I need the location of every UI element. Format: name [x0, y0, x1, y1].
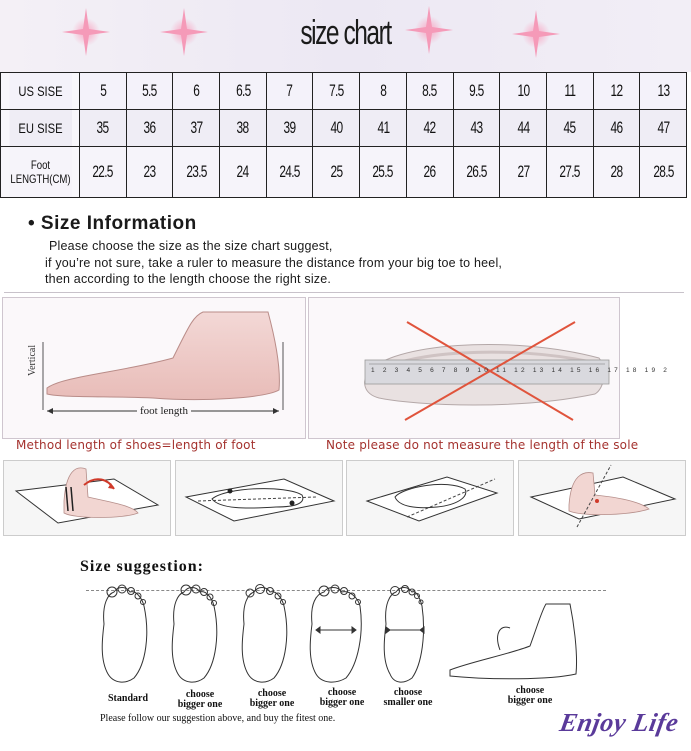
table-cell: 25	[313, 146, 360, 197]
table-cell: 43	[453, 109, 500, 146]
table-cell: 10	[500, 73, 547, 110]
table-cell: 26	[406, 146, 453, 197]
trace-step-illustration	[176, 461, 342, 535]
table-row-eu	[1, 109, 687, 146]
suggestion-label: choose smaller one	[383, 687, 433, 708]
table-cell: 13	[640, 73, 687, 110]
table-cell: 47	[640, 109, 687, 146]
vertical-label: Vertical	[27, 344, 38, 376]
table-cell: 8.5	[406, 73, 453, 110]
table-cell: 42	[406, 109, 453, 146]
size-info-heading: • Size Information	[28, 213, 197, 234]
step-panel	[175, 460, 343, 536]
foot-side-illustration	[3, 298, 305, 438]
table-cell: 22.5	[80, 146, 127, 197]
table-cell: 7	[266, 73, 313, 110]
ruler-numbers: 1 2 3 4 5 6 7 8 9 10 11 12 13 14 15 16 17 18 19 2	[371, 367, 671, 374]
step-panel	[346, 460, 514, 536]
foot-measure-panel	[2, 297, 306, 439]
ruler-step-illustration	[519, 461, 685, 535]
suggestion-label: choose bigger one	[507, 685, 553, 706]
table-cell: 27	[500, 146, 547, 197]
table-cell: 35	[80, 109, 127, 146]
table-cell: 25.5	[360, 146, 407, 197]
step-panel	[518, 460, 686, 536]
info-text-line: if you’re not sure, take a ruler to measure the distance from your big toe to heel,	[45, 256, 503, 270]
table-cell: 44	[500, 109, 547, 146]
table-cell: 41	[360, 109, 407, 146]
table-cell: 8	[360, 73, 407, 110]
table-cell: 6.5	[220, 73, 267, 110]
foot-shapes-illustration	[90, 584, 610, 684]
divider	[4, 292, 684, 293]
info-text-line: Please choose the size as the size chart suggest,	[49, 239, 333, 253]
suggestion-title: Size suggestion:	[80, 558, 204, 575]
header-band	[0, 0, 691, 72]
table-cell: 24.5	[266, 146, 313, 197]
sole-warning-caption: Note please do not measure the length of the sole	[326, 438, 639, 452]
suggestion-label: Standard	[107, 693, 148, 704]
table-row-us	[1, 73, 687, 110]
table-cell: 5.5	[126, 73, 173, 110]
table-cell: 9.5	[453, 73, 500, 110]
suggestion-label: choose bigger one	[319, 687, 365, 708]
page-title: size chart	[300, 14, 391, 52]
table-cell: 28.5	[640, 146, 687, 197]
table-cell: 12	[593, 73, 640, 110]
table-cell: 5	[80, 73, 127, 110]
table-cell: 46	[593, 109, 640, 146]
table-cell: 40	[313, 109, 360, 146]
info-text-line: then according to the length choose the right size.	[45, 272, 332, 286]
table-cell: 24	[220, 146, 267, 197]
row-header: Foot LENGTH(CM)	[8, 146, 71, 197]
foot-length-label: foot length	[137, 405, 191, 417]
table-cell: 6	[173, 73, 220, 110]
sole-panel	[308, 297, 671, 439]
row-header: EU SISE	[8, 109, 71, 146]
suggestion-note: Please follow our suggestion above, and buy the fitest one.	[100, 713, 336, 724]
table-cell: 11	[546, 73, 593, 110]
table-row-length	[1, 146, 687, 197]
table-cell: 7.5	[313, 73, 360, 110]
measure-step-illustration	[4, 461, 170, 535]
table-cell: 23.5	[173, 146, 220, 197]
table-cell: 45	[546, 109, 593, 146]
step-panel	[3, 460, 171, 536]
table-cell: 37	[173, 109, 220, 146]
suggestion-label: choose bigger one	[249, 688, 295, 709]
mark-step-illustration	[347, 461, 513, 535]
table-cell: 28	[593, 146, 640, 197]
table-cell: 39	[266, 109, 313, 146]
brand-logo: Enjoy Life	[557, 708, 682, 737]
table-cell: 38	[220, 109, 267, 146]
table-cell: 27.5	[546, 146, 593, 197]
method-caption: Method length of shoes=length of foot	[16, 438, 256, 452]
table-cell: 23	[126, 146, 173, 197]
row-header: US SISE	[8, 73, 71, 110]
table-cell: 26.5	[453, 146, 500, 197]
size-table	[0, 72, 687, 198]
table-cell: 36	[126, 109, 173, 146]
suggestion-label: choose bigger one	[177, 689, 223, 710]
